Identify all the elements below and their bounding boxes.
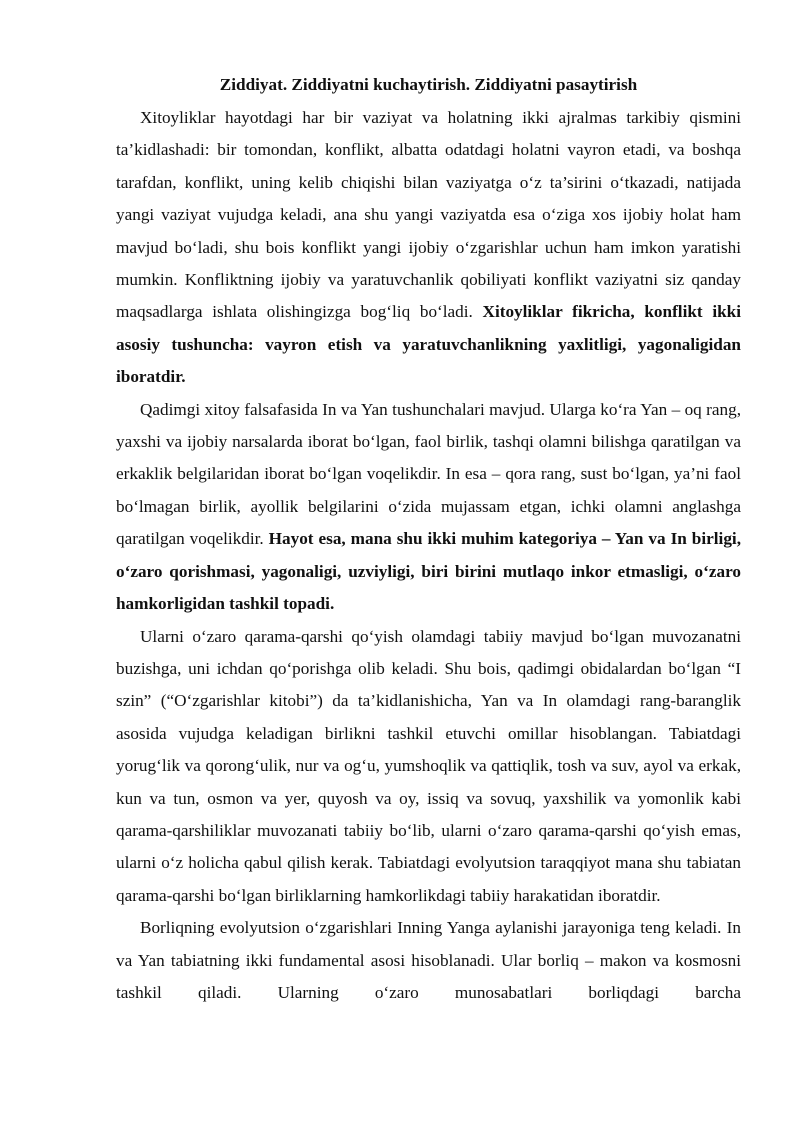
paragraph-1-text: Xitoyliklar hayotdagi har bir vaziyat va holatning ikki ajralmas tarkibiy qismini ta’kidlashadi: bir tomondan, konflikt, albatta odatdagi holatni vayron etadi, va boshqa tarafdan, konflikt, uning kelib chiqishi bilan vaziyatga o‘z ta’sirini o‘tkazadi, natijada yangi vaziyat vujudga keladi, ana shu yangi vaziyatda esa o‘ziga xos ijobiy holat ham mavjud bo‘ladi, shu bois konflikt yangi ijobiy o‘zgarishlar uchun ham imkon yaratishi mumkin. Konfliktning ijobiy va yaratuvchanlik qobiliyati konflikt vaziyatni siz qanday maqsadlarga ishlata olishingizga bog‘liq bo‘ladi. bbox=[116, 108, 741, 322]
paragraph-2 bbox=[116, 394, 741, 621]
paragraph-4-text: Borliqning evolyutsion o‘zgarishlari Inning Yanga aylanishi jarayoniga teng keladi. In va Yan tabiatning ikki fundamental asosi hisoblanadi. Ular borliq – makon va kosmosni tashkil qiladi. Ularning o‘zaro munosabatlari borliqdagi barcha bbox=[116, 918, 741, 1002]
paragraph-4 bbox=[116, 912, 741, 1009]
paragraph-3 bbox=[116, 621, 741, 913]
document-page bbox=[116, 68, 741, 1009]
paragraph-1 bbox=[116, 102, 741, 394]
paragraph-2-text: Qadimgi xitoy falsafasida In va Yan tushunchalari mavjud. Ularga ko‘ra Yan – oq rang, yaxshi va ijobiy narsalarda iborat bo‘lgan, faol birlik, tashqi olamni bilishga qaratilgan va erkaklik belgilaridan iborat bo‘lgan voqelikdir. In esa – qora rang, sust bo‘lgan, ya’ni faol bo‘lmagan birlik, ayollik belgilarini o‘zida mujassam etgan, ichki olamni anglashga qaratilgan voqelikdir. bbox=[116, 399, 741, 549]
document-title: Ziddiyat. Ziddiyatni kuchaytirish. Ziddiyatni pasaytirish bbox=[219, 75, 638, 94]
paragraph-2-bold-text: Hayot esa, mana shu ikki muhim kategoriya – Yan va In birligi, o‘zaro qorishmasi, yagonaligi, uzviyligi, biri birini mutlaqo inkor etmasligi, o‘zaro hamkorligidan tashkil topadi. bbox=[116, 529, 741, 614]
paragraph-1-bold-text: Xitoyliklar fikricha, konflikt ikki asosiy tushuncha: vayron etish va yaratuvchanlikning yaxlitligi, yagonaligidan iboratdir. bbox=[116, 302, 741, 387]
paragraph-3-text: Ularni o‘zaro qarama-qarshi qo‘yish olamdagi tabiiy mavjud bo‘lgan muvozanatni buzishga, uni ichdan qo‘porishga olib keladi. Shu bois, qadimgi obidalardan bo‘lgan “I szin” (“O‘zgarishlar kitobi”) da ta’kidlanishicha, Yan va In olamdagi rang-baranglik asosida vujudga keladigan birlikni tashkil etuvchi omillar hisoblangan. Tabiatdagi yorug‘lik va qorong‘ulik, nur va og‘u, yumshoqlik va qattiqlik, tosh va suv, ayol va erkak, kun va tun, osmon va yer, quyosh va oy, issiq va sovuq, yaxshilik va yomonlik kabi qarama-qarshiliklar muvozanati tabiiy bo‘lib, ularni o‘zaro qarama-qarshi qo‘yish emas, ularni o‘z holicha qabul qilish kerak. Tabiatdagi evolyutsion taraqqiyot mana shu tabiatan qarama-qarshi bo‘lgan birliklarning hamkorlikdagi tabiiy harakatidan iboratdir. bbox=[116, 626, 741, 905]
